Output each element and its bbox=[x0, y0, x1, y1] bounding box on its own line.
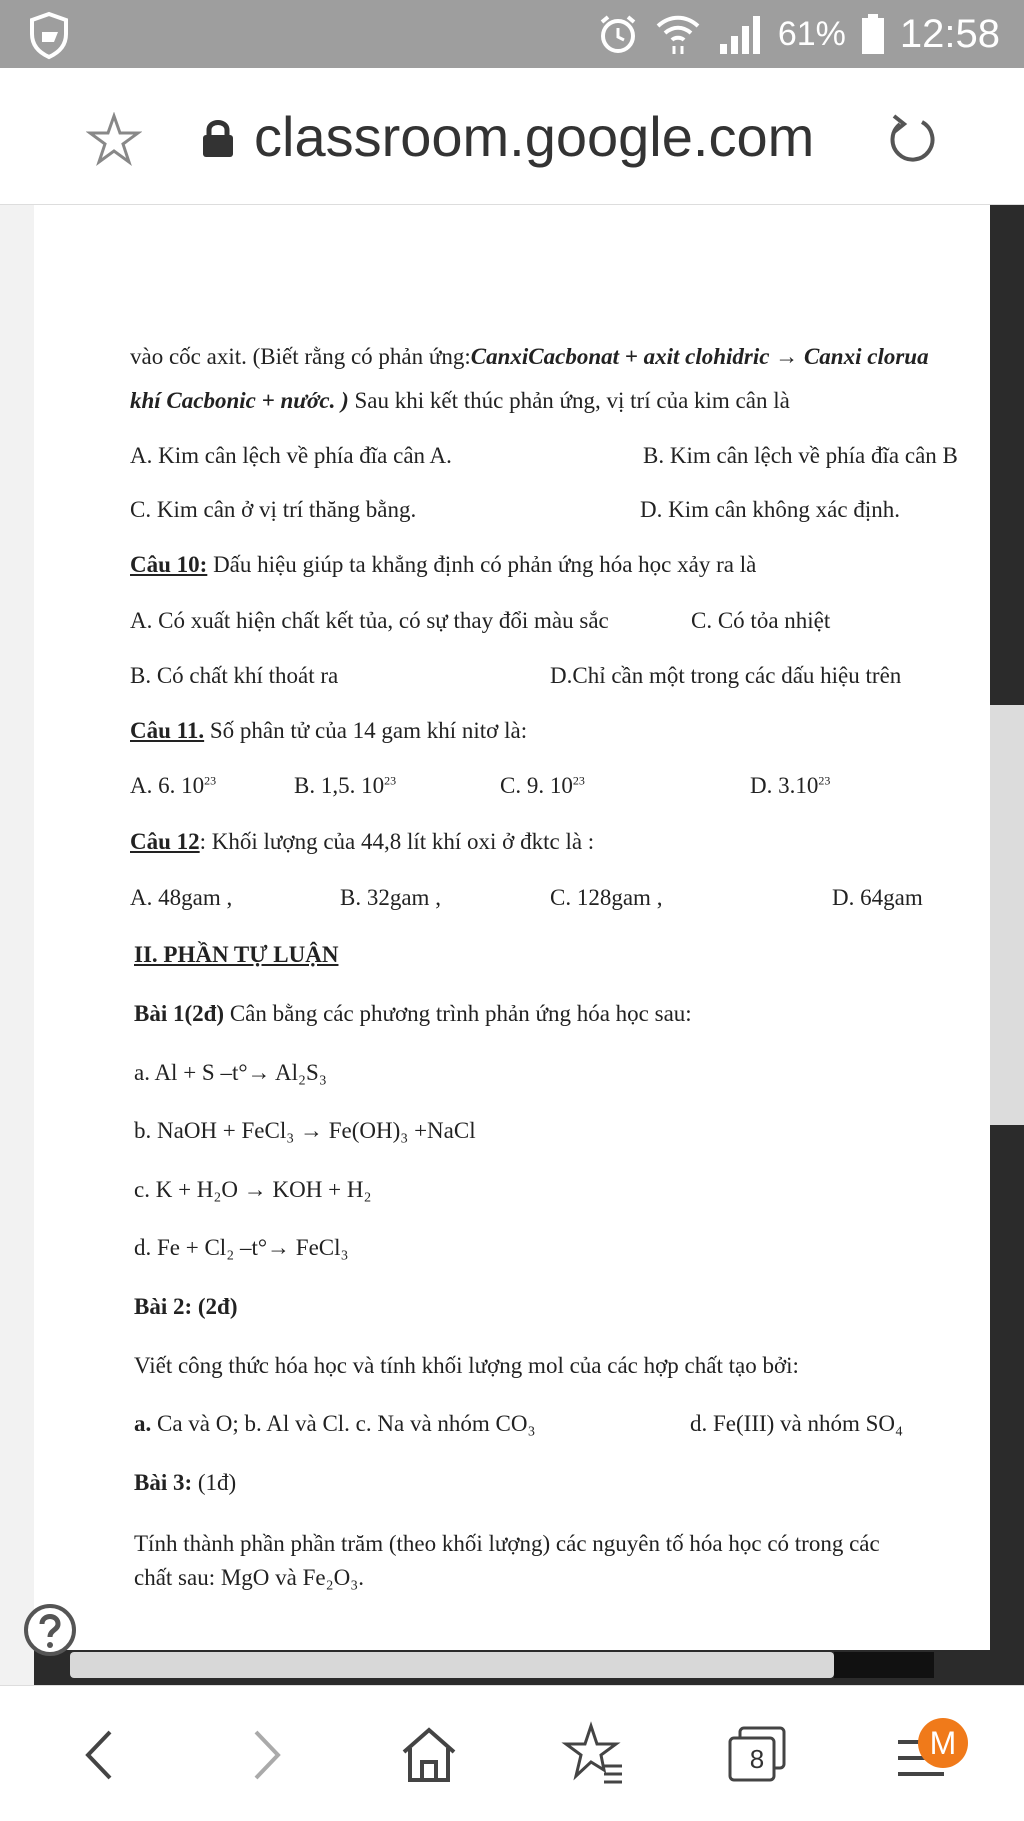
reload-icon[interactable] bbox=[882, 112, 938, 168]
line-2: khí Cacbonic + nước. ) Sau khi kết thúc phản ứng, vị trí của kim cân là bbox=[130, 388, 790, 413]
bai-2-heading: Bài 2: (2đ) bbox=[134, 1294, 238, 1319]
lock-icon bbox=[200, 118, 236, 158]
back-icon[interactable] bbox=[66, 1720, 136, 1790]
bookmarks-icon[interactable] bbox=[558, 1720, 628, 1790]
q9-option-d: D. Kim cân không xác định. bbox=[640, 497, 900, 522]
battery-icon bbox=[860, 12, 886, 56]
q12-option-a: A. 48gam , bbox=[130, 885, 233, 910]
bai-2-text: Viết công thức hóa học và tính khối lượng mol của các hợp chất tạo bởi: bbox=[134, 1353, 799, 1378]
equation-b: b. NaOH + FeCl₃ → Fe(OH)₃ +NaCl bbox=[134, 1118, 476, 1143]
line-1: vào cốc axit. (Biết rằng có phản ứng:CanxiCacbonat + axit clohidric → Canxi clorua bbox=[130, 344, 929, 369]
q12-option-d: D. 64gam bbox=[832, 885, 923, 910]
q10-option-b: B. Có chất khí thoát ra bbox=[130, 663, 339, 688]
equation-a: a. Al + S ‒t°→ Al₂S₃ bbox=[134, 1060, 327, 1085]
alarm-icon bbox=[596, 12, 640, 56]
help-icon[interactable] bbox=[22, 1602, 78, 1658]
url-text[interactable]: classroom.google.com bbox=[254, 105, 815, 168]
forward-icon[interactable] bbox=[230, 1720, 300, 1790]
shield-icon bbox=[24, 10, 74, 60]
bai-2-item-d: d. Fe(III) và nhóm SO₄ bbox=[690, 1411, 904, 1436]
q9-option-c: C. Kim cân ở vị trí thăng bằng. bbox=[130, 497, 417, 522]
bai-3-text-line-1: Tính thành phần phần trăm (theo khối lượng) các nguyên tố hóa học có trong các bbox=[134, 1531, 880, 1556]
bai-1: Bài 1(2đ) Cân bằng các phương trình phản ứng hóa học sau: bbox=[134, 1001, 692, 1026]
q9-option-a: A. Kim cân lệch về phía đĩa cân A. bbox=[130, 443, 452, 468]
q10-option-d: D.Chỉ cần một trong các dấu hiệu trên bbox=[550, 663, 902, 688]
background-page bbox=[0, 205, 34, 1685]
question-11: Câu 11. Số phân tử của 14 gam khí nitơ là: bbox=[130, 718, 528, 743]
q12-option-c: C. 128gam , bbox=[550, 885, 663, 910]
status-bar bbox=[0, 0, 1024, 68]
bai-3-heading: Bài 3: (1đ) bbox=[134, 1470, 237, 1495]
q11-option-a: A. 6. $10^{23}$ bbox=[130, 773, 217, 798]
equation-d: d. Fe + Cl₂ ‒t°→ FeCl₃ bbox=[134, 1235, 349, 1260]
battery-percent: 61% bbox=[777, 14, 846, 53]
tab-count: 8 bbox=[749, 1744, 765, 1774]
q9-option-b: B. Kim cân lệch về phía đĩa cân B bbox=[643, 443, 958, 468]
question-12: Câu 12: Khối lượng của 44,8 lít khí oxi ở đktc là : bbox=[130, 829, 595, 854]
q11-option-c: C. 9. $10^{23}$ bbox=[500, 773, 585, 798]
horizontal-scrollbar[interactable] bbox=[70, 1652, 834, 1678]
home-icon[interactable] bbox=[394, 1720, 464, 1790]
notification-badge[interactable]: M bbox=[918, 1718, 968, 1768]
vertical-scrollbar[interactable] bbox=[990, 205, 1024, 1685]
q10-option-c: C. Có tỏa nhiệt bbox=[691, 608, 831, 633]
signal-icon bbox=[716, 12, 764, 56]
bai-2-items: a. Ca và O; b. Al và Cl. c. Na và nhóm CO₃ bbox=[134, 1411, 536, 1436]
equation-c: c. K + H₂O → KOH + H₂ bbox=[134, 1177, 372, 1202]
document-page bbox=[34, 205, 990, 1650]
address-bar bbox=[0, 68, 1024, 205]
q12-option-b: B. 32gam , bbox=[340, 885, 441, 910]
section-2-heading: II. PHẦN TỰ LUẬN bbox=[134, 942, 339, 967]
q11-option-b: B. 1,5. $10^{23}$ bbox=[294, 773, 397, 798]
q11-option-d: D. 3.10$^{23}$ bbox=[750, 773, 831, 798]
question-10: Câu 10: Dấu hiệu giúp ta khẳng định có phản ứng hóa học xảy ra là bbox=[130, 552, 757, 577]
tabs-button[interactable] bbox=[722, 1720, 792, 1790]
wifi-icon bbox=[654, 12, 702, 56]
scroll-thumb[interactable] bbox=[990, 705, 1024, 1125]
q10-option-a: A. Có xuất hiện chất kết tủa, có sự thay đổi màu sắc bbox=[130, 608, 609, 633]
horizontal-scrollbar-track bbox=[834, 1652, 934, 1678]
star-icon[interactable] bbox=[86, 112, 142, 166]
bottom-navigation bbox=[0, 1685, 1024, 1821]
clock: 12:58 bbox=[899, 11, 1000, 56]
bai-3-text-line-2: chất sau: MgO và Fe₂O₃. bbox=[134, 1565, 365, 1590]
